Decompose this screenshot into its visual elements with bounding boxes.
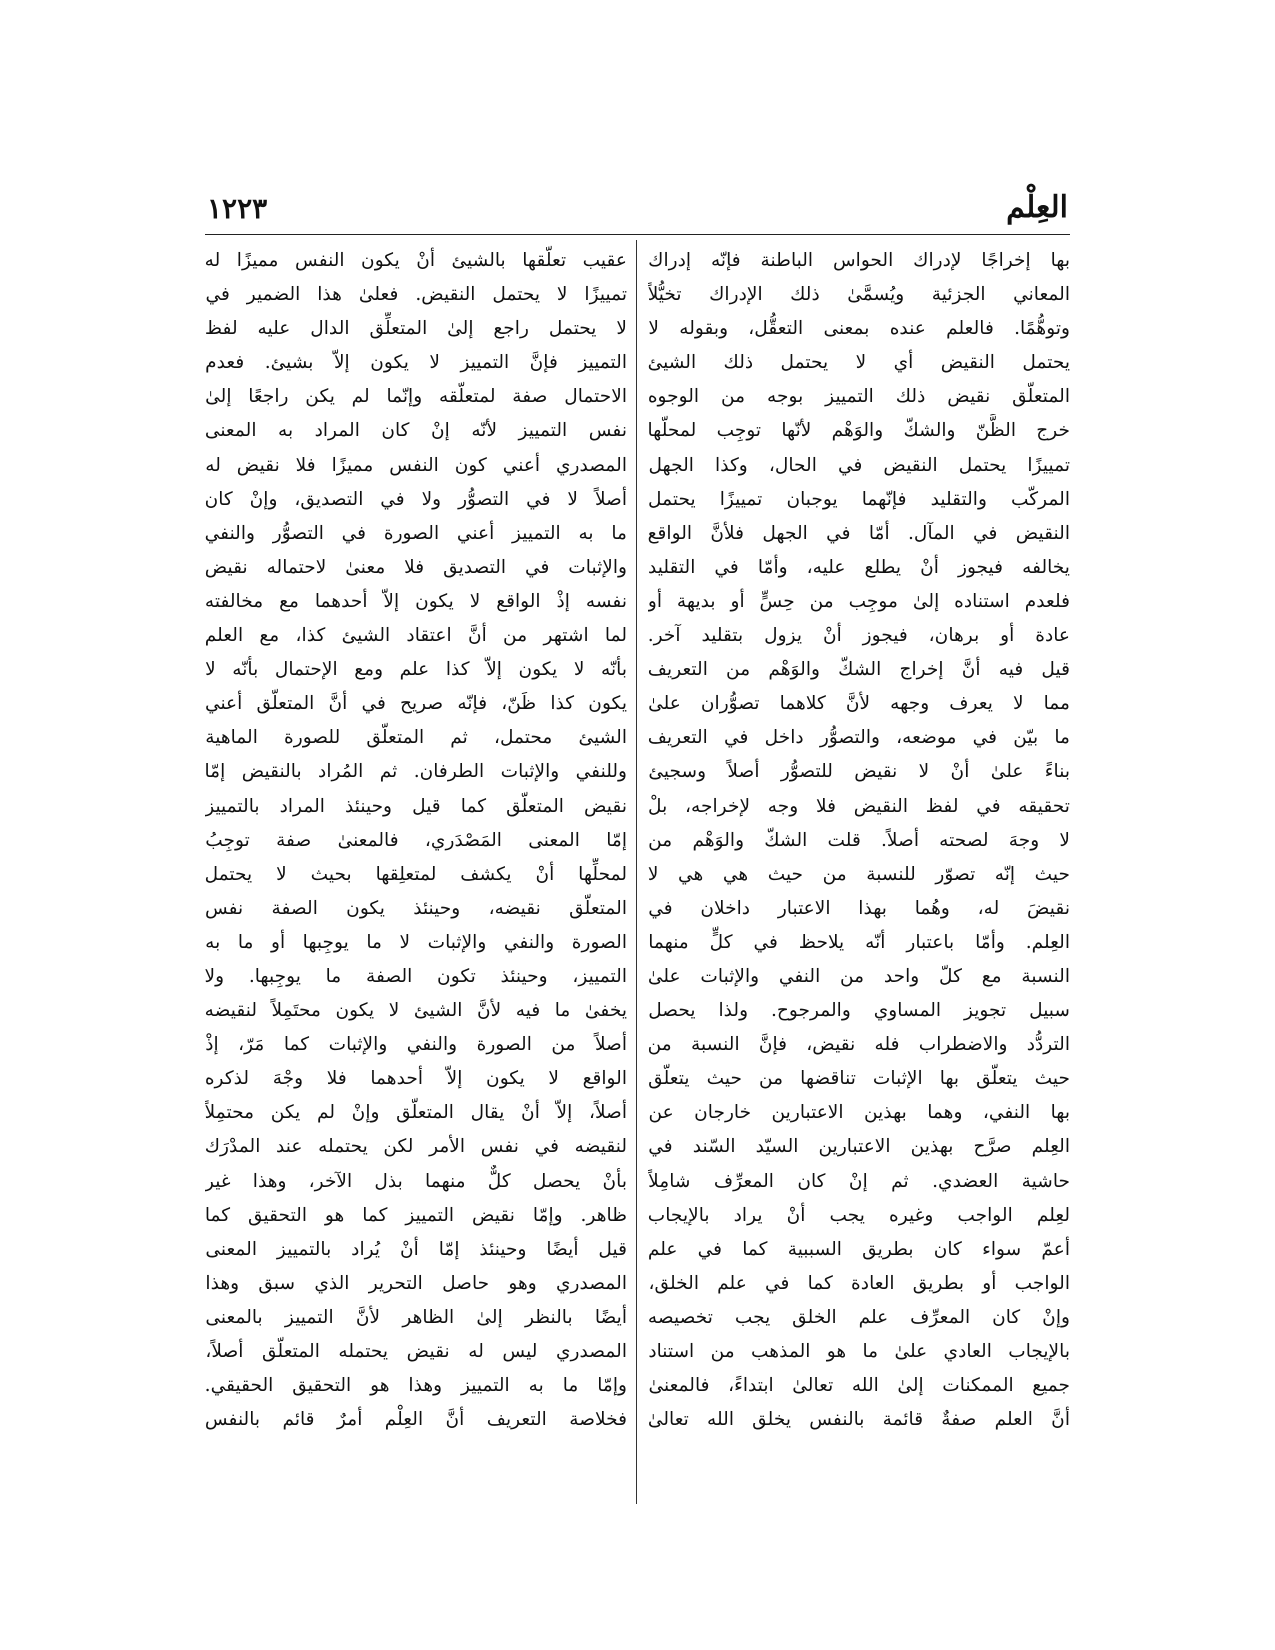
text-line: وإمّا ما به التمييز وهذا هو التحقيق الحقيقي. bbox=[205, 1375, 627, 1397]
text-line: العِلم صرَّح بهذين الاعتبارين السيّد السّند في bbox=[648, 1136, 1070, 1158]
text-line: عقيب تعلّقها بالشيئ أنْ يكون النفس مميزًا له bbox=[205, 250, 627, 271]
text-line: التمييز، وحينئذ تكون الصفة ما يوجِبها. ولا bbox=[205, 965, 627, 987]
text-line: وللنفي والإثبات الطرفان. ثم المُراد بالنقيض إمّا bbox=[205, 761, 627, 783]
text-line: الواقع لا يكون إلاّ أحدهما فلا وجْهَ لذكره bbox=[205, 1068, 627, 1090]
text-line: تمييزًا لا يحتمل النقيض. فعلىٰ هذا الضمير في bbox=[205, 284, 627, 306]
text-line: التمييز فإنَّ التمييز لا يكون إلاّ بشيئ. فعدم bbox=[205, 352, 627, 374]
running-title: العِلْم bbox=[1006, 190, 1068, 225]
text-line: لا يحتمل راجع إلىٰ المتعلِّق الدال عليه لفظ bbox=[205, 318, 627, 340]
text-line: حيث إنّه تصوّر للنسبة من حيث هي هي لا bbox=[648, 863, 1070, 885]
text-line: يخالفه فيجوز أنْ يطلع عليه، وأمّا في التقليد bbox=[648, 556, 1070, 578]
text-line: المتعلّق نقيض ذلك التمييز بوجه من الوجوه bbox=[648, 386, 1070, 408]
text-line: فلعدم استناده إلىٰ موجِب من حِسٍّ أو بديهة أو bbox=[648, 590, 1070, 612]
text-line: ما به التمييز أعني الصورة في التصوُّر والنفي bbox=[205, 522, 627, 544]
text-line: يخفىٰ ما فيه لأنَّ الشيئ لا يكون محتَمِلاً لنقيضه bbox=[205, 1000, 627, 1022]
text-line: الواجب أو بطريق العادة كما في علم الخلق، bbox=[648, 1272, 1070, 1294]
text-line: بناءً علىٰ أنْ لا نقيض للتصوُّر أصلاً وسجيئ bbox=[648, 761, 1070, 783]
text-line: المصدري وهو حاصل التحرير الذي سبق وهذا bbox=[205, 1272, 627, 1294]
text-line: أيضًا بالنظر إلىٰ الظاهر لأنَّ التمييز بالمعنى bbox=[205, 1306, 627, 1328]
text-line: نقيضَ له، وهُما بهذا الاعتبار داخلان في bbox=[648, 897, 1070, 919]
page-number: ١٢٢٣ bbox=[207, 192, 268, 225]
text-line: بالإيجاب العادي علىٰ ما هو المذهب من استناد bbox=[648, 1341, 1070, 1362]
text-line: بها إخراجًا لإدراك الحواس الباطنة فإنّه إدراك bbox=[648, 250, 1070, 271]
text-line: قيل فيه أنَّ إخراج الشكّ والوَهْم من التعريف bbox=[648, 659, 1070, 681]
text-line: أصلاً، إلاّ أنْ يقال المتعلّق وإنْ لم يكن محتمِلاً bbox=[205, 1102, 627, 1124]
text-line: عادة أو برهان، فيجوز أنْ يزول بتقليد آخر. bbox=[648, 625, 1070, 647]
text-line: فخلاصة التعريف أنَّ العِلْم أمرٌ قائم بالنفس bbox=[205, 1409, 627, 1431]
text-line: لعِلم الواجب وغيره يجب أنْ يراد بالإيجاب bbox=[648, 1204, 1070, 1226]
text-line: المصدري أعني كون النفس مميزًا فلا نقيض له bbox=[205, 454, 627, 476]
text-line: تمييزًا يحتمل النقيض في الحال، وكذا الجهل bbox=[648, 454, 1070, 476]
text-column-right bbox=[648, 244, 1070, 1506]
text-line: حاشية العضدي. ثم إنْ كان المعرِّف شامِلاً bbox=[648, 1170, 1070, 1192]
text-line: والإثبات في التصديق فلا معنىٰ لاحتماله نقيض bbox=[205, 556, 627, 578]
text-line: النسبة مع كلّ واحد من النفي والإثبات علىٰ bbox=[648, 965, 1070, 987]
text-line: بأنّه لا يكون إلاّ كذا علم ومع الإحتمال بأنّه لا bbox=[205, 659, 627, 681]
text-line: جميع الممكنات إلىٰ الله تعالىٰ ابتداءً، فالمعنىٰ bbox=[648, 1375, 1070, 1397]
text-line: أنَّ العلم صفةٌ قائمة بالنفس يخلق الله تعالىٰ bbox=[648, 1409, 1070, 1431]
text-line: الصورة والنفي والإثبات لا ما يوجِبها أو ما به bbox=[205, 931, 627, 953]
text-line: يكون كذا ظَنّ، فإنّه صريح في أنَّ المتعلّق أعني bbox=[205, 693, 627, 715]
column-divider bbox=[636, 240, 637, 1504]
text-line: نفسه إذْ الواقع لا يكون إلاّ أحدهما مع مخالفته bbox=[205, 590, 627, 612]
text-line: النقيض في المآل. أمّا في الجهل فلأنَّ الواقع bbox=[648, 522, 1070, 544]
text-line: أصلاً لا في التصوُّر ولا في التصديق، وإنْ كان bbox=[205, 488, 627, 510]
text-line: المعاني الجزئية ويُسمَّىٰ ذلك الإدراك تخيُّلاً bbox=[648, 284, 1070, 306]
text-line: خرج الظَّنّ والشكّ والوَهْم لأنّها توجِب لمحلّها bbox=[648, 420, 1070, 442]
text-line: إمّا المعنى المَصْدَري، فالمعنىٰ صفة توجِبُ bbox=[205, 829, 627, 851]
text-line: ظاهر. وإمّا نقيض التمييز كما هو التحقيق كما bbox=[205, 1204, 627, 1226]
text-line: المصدري ليس له نقيض يحتمله المتعلّق أصلاً، bbox=[205, 1341, 627, 1362]
text-line: أصلاً من الصورة والنفي والإثبات كما مَرّ، إذْ bbox=[205, 1034, 627, 1056]
text-line: لنقيضه في نفس الأمر لكن يحتمله عند المدْرَك bbox=[205, 1136, 627, 1158]
text-line: سبيل تجويز المساوي والمرجوح. ولذا يحصل bbox=[648, 1000, 1070, 1022]
text-line: المتعلّق نقيضه، وحينئذ يكون الصفة نفس bbox=[205, 897, 627, 919]
text-line: وتوهُّمًا. فالعلم عنده بمعنى التعقُّل، وبقوله لا bbox=[648, 318, 1070, 340]
text-line: المركّب والتقليد فإنّهما يوجبان تمييزًا يحتمل bbox=[648, 488, 1070, 510]
text-line: نقيض المتعلّق كما قيل وحينئذ المراد بالتمييز bbox=[205, 795, 627, 817]
text-line: لما اشتهر من أنَّ اعتقاد الشيئ كذا، مع العلم bbox=[205, 625, 627, 647]
text-line: قيل أيضًا وحينئذ إمّا أنْ يُراد بالتمييز المعنى bbox=[205, 1238, 627, 1260]
text-line: ما بيّن في موضعه، والتصوُّر داخل في التعريف bbox=[648, 727, 1070, 749]
text-line: بأنْ يحصل كلٌّ منهما بذل الآخر، وهذا غير bbox=[205, 1170, 627, 1192]
text-line: العِلم. وأمّا باعتبار أنّه يلاحظ في كلٍّ منهما bbox=[648, 931, 1070, 953]
text-line: الشيئ محتمل، ثم المتعلّق للصورة الماهية bbox=[205, 727, 627, 749]
text-line: وإنْ كان المعرِّف علم الخلق يجب تخصيصه bbox=[648, 1306, 1070, 1328]
text-line: لمحلِّها أنْ يكشف لمتعلِقها بحيث لا يحتمل bbox=[205, 863, 627, 885]
text-line: لا وجهَ لصحته أصلاً. قلت الشكّ والوَهْم من bbox=[648, 829, 1070, 851]
text-line: بها النفي، وهما بهذين الاعتبارين خارجان عن bbox=[648, 1102, 1070, 1124]
text-line: مما لا يعرف وجهه لأنَّ كلاهما تصوُّران علىٰ bbox=[648, 693, 1070, 715]
text-column-left bbox=[205, 244, 627, 1506]
text-line: الاحتمال صفة لمتعلّقه وإنّما لم يكن راجعًا إلىٰ bbox=[205, 386, 627, 408]
text-line: تحقيقه في لفظ النقيض فلا وجه لإخراجه، بلْ bbox=[648, 795, 1070, 817]
text-line: أعمّ سواء كان بطريق السببية كما في علم bbox=[648, 1238, 1070, 1260]
text-line: التردُّد والاضطراب فله نقيض، فإنَّ النسبة من bbox=[648, 1034, 1070, 1056]
text-line: حيث يتعلّق بها الإثبات تناقضها من حيث يتعلّق bbox=[648, 1068, 1070, 1090]
page-header bbox=[205, 190, 1070, 235]
text-line: نفس التمييز لأنّه إنْ كان المراد به المعنى bbox=[205, 420, 627, 442]
text-line: يحتمل النقيض أي لا يحتمل ذلك الشيئ bbox=[648, 352, 1070, 374]
